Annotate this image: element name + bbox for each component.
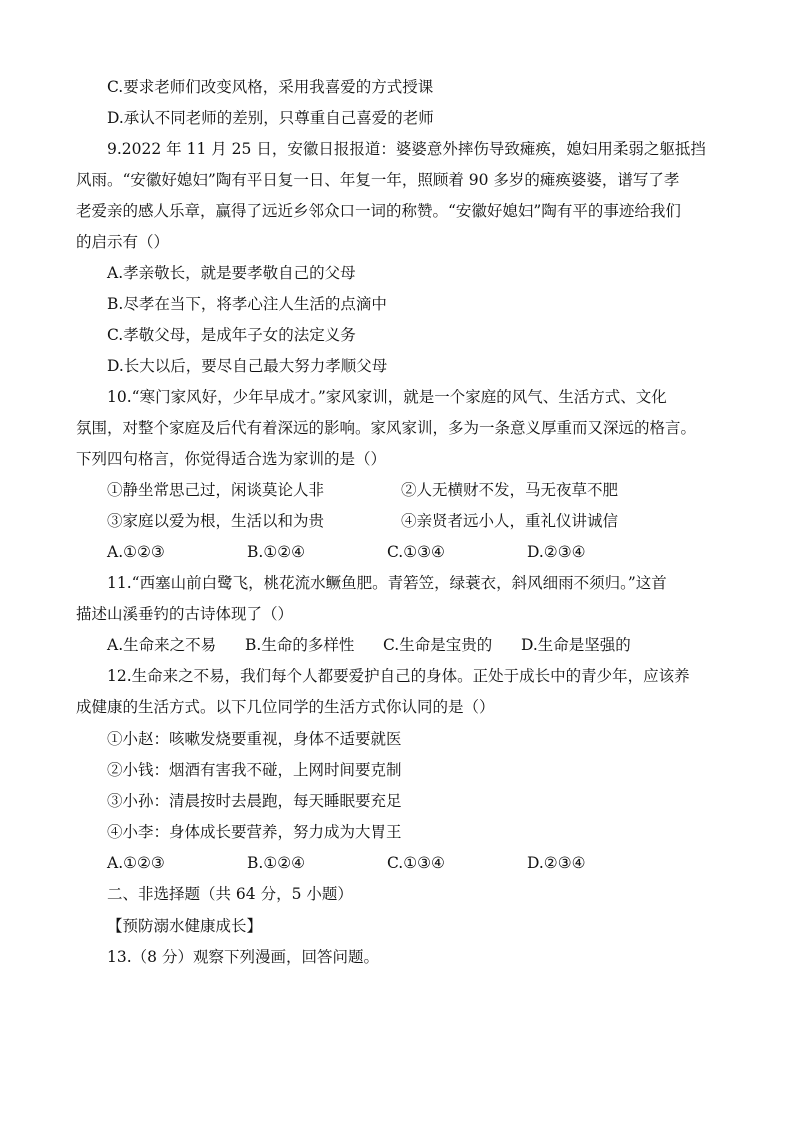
q9-option-c: C.孝敬父母，是成年子女的法定义务 bbox=[107, 326, 356, 344]
q11-option-a: A.生命来之不易 bbox=[107, 636, 217, 654]
q10-stem-line1: 10.“寒门家风好，少年早成才。”家风家训，就是一个家庭的风气、生活方式、文化 bbox=[107, 388, 667, 406]
q11-options bbox=[107, 635, 757, 655]
q12-item-3: ③小孙：清晨按时去晨跑，每天睡眠要充足 bbox=[107, 792, 402, 810]
q12-option-b: B.①②④ bbox=[247, 854, 306, 872]
q10-item-3: ③家庭以爱为根，生活以和为贵 bbox=[107, 512, 325, 530]
q10-item-4: ④亲贤者远小人，重礼仪讲诚信 bbox=[401, 512, 619, 530]
q10-stem-line2: 氛围，对整个家庭及后代有着深远的影响。家风家训，多为一条意义厚重而又深远的格言。 bbox=[76, 419, 697, 437]
q9-stem-line4: 的启示有（） bbox=[76, 233, 170, 251]
q10-options bbox=[107, 542, 757, 562]
q10-option-b: B.①②④ bbox=[247, 543, 306, 561]
q9-option-b: B.尽孝在当下，将孝心注人生活的点滴中 bbox=[107, 295, 387, 313]
q11-stem-line2: 描述山溪垂钓的古诗体现了（） bbox=[76, 605, 294, 623]
section-two-heading: 二、非选择题（共 64 分，5 小题） bbox=[107, 885, 353, 903]
q10-stem-line3: 下列四句格言，你觉得适合选为家训的是（） bbox=[76, 450, 387, 468]
q10-option-c: C.①③④ bbox=[387, 543, 445, 561]
q13-stem: 13.（8 分）观察下列漫画，回答问题。 bbox=[107, 948, 379, 966]
q11-option-b: B.生命的多样性 bbox=[245, 636, 355, 654]
q8-option-c: C.要求老师们改变风格，采用我喜爱的方式授课 bbox=[107, 78, 434, 96]
topic-heading: 【预防溺水健康成长】 bbox=[107, 917, 263, 935]
q12-options bbox=[107, 853, 757, 873]
q12-option-c: C.①③④ bbox=[387, 854, 445, 872]
q10-option-d: D.②③④ bbox=[527, 543, 586, 561]
q9-stem-line1: 9.2022 年 11 月 25 日，安徽日报报道：婆婆意外摔伤导致瘫痪，媳妇用柔弱之躯抵挡 bbox=[107, 140, 706, 158]
q11-option-d: D.生命是坚强的 bbox=[521, 636, 631, 654]
q12-item-1: ①小赵：咳嗽发烧要重视，身体不适要就医 bbox=[107, 730, 402, 748]
q12-option-d: D.②③④ bbox=[527, 854, 586, 872]
q9-stem-line2: 风雨。“安徽好媳妇”陶有平日复一日、年复一年，照顾着 90 多岁的瘫痪婆婆，谱写了孝 bbox=[76, 171, 680, 189]
q10-option-a: A.①②③ bbox=[107, 543, 165, 561]
q8-option-d: D.承认不同老师的差别，只尊重自己喜爱的老师 bbox=[107, 109, 434, 127]
q9-stem-line3: 老爱亲的感人乐章，赢得了远近乡邻众口一词的称赞。“安徽好媳妇”陶有平的事迹给我们 bbox=[76, 202, 681, 220]
q10-items-row2 bbox=[107, 511, 757, 531]
q12-item-4: ④小李：身体成长要营养，努力成为大胃王 bbox=[107, 823, 402, 841]
q9-option-a: A.孝亲敬长，就是要孝敬自己的父母 bbox=[107, 264, 356, 282]
q11-stem-line1: 11.“西塞山前白鹭飞，桃花流水鳜鱼肥。青箬笠，绿蓑衣，斜风细雨不须归。”这首 bbox=[107, 574, 667, 592]
q12-stem-line2: 成健康的生活方式。以下几位同学的生活方式你认同的是（） bbox=[76, 698, 495, 716]
q12-stem-line1: 12.生命来之不易，我们每个人都要爱护自己的身体。正处于成长中的青少年，应该养 bbox=[107, 667, 690, 685]
q11-option-c: C.生命是宝贵的 bbox=[383, 636, 493, 654]
q10-items-row1 bbox=[107, 480, 757, 500]
q9-option-d: D.长大以后，要尽自己最大努力孝顺父母 bbox=[107, 357, 388, 375]
q12-item-2: ②小钱：烟酒有害我不碰，上网时间要克制 bbox=[107, 761, 402, 779]
q10-item-2: ②人无横财不发，马无夜草不肥 bbox=[401, 481, 619, 499]
q10-item-1: ①静坐常思己过，闲谈莫论人非 bbox=[107, 481, 325, 499]
q12-option-a: A.①②③ bbox=[107, 854, 165, 872]
